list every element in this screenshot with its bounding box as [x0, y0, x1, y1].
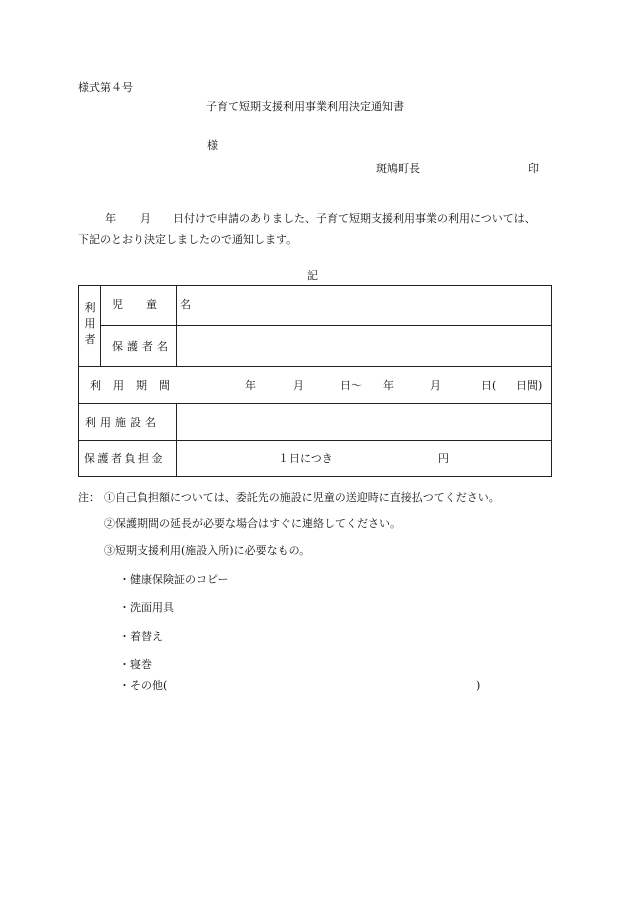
seal-mark: 印: [528, 162, 539, 175]
list-item-other-close: ): [476, 679, 481, 692]
period-month1: 月: [293, 379, 304, 392]
body-line1: 日付けで申請のありました、子育て短期支援利用事業の利用については、: [173, 212, 536, 225]
fee-per-day: １日につき: [278, 452, 333, 465]
body-line2: 下記のとおり決定しましたので通知します。: [78, 233, 298, 246]
note-1: ①自己負担額については、委託先の施設に児童の送迎時に直接払つてください。: [104, 491, 500, 504]
period-label: 利用期間: [90, 379, 182, 392]
addressee-suffix: 様: [207, 139, 218, 152]
notes-prefix: 注：: [78, 491, 100, 504]
guardian-name-label: 保護者名: [112, 340, 172, 353]
guardian-name-field[interactable]: [177, 326, 550, 366]
period-day1: 日〜: [340, 379, 362, 392]
note-3: ③短期支援利用(施設入所)に必要なもの。: [104, 544, 311, 557]
child-name-label: 児 童 名: [112, 298, 197, 311]
list-item: ・洗面用具: [119, 601, 174, 614]
list-item: ・寝巻: [119, 658, 152, 671]
note-2: ②保護期間の延長が必要な場合はすぐに連絡してください。: [104, 517, 401, 530]
facility-field[interactable]: [177, 404, 550, 440]
ki-label: 記: [307, 269, 318, 282]
period-month2: 月: [430, 379, 441, 392]
facility-label: 利用施設名: [85, 416, 160, 429]
body-year: 年: [105, 212, 116, 225]
body-month: 月: [140, 212, 151, 225]
list-item-other: ・その他(: [119, 679, 168, 692]
child-name-field[interactable]: [177, 286, 550, 325]
period-year2: 年: [383, 379, 394, 392]
issuer: 斑鳩町長: [376, 162, 420, 175]
period-year1: 年: [245, 379, 256, 392]
form-number: 様式第４号: [78, 81, 133, 94]
fee-yen: 円: [438, 452, 449, 465]
document-title: 子育て短期支援利用事業利用決定通知書: [206, 100, 404, 113]
period-day2: 日(: [481, 379, 497, 392]
fee-label: 保護者負担金: [84, 452, 165, 465]
period-days: 日間): [516, 379, 543, 392]
list-item: ・着替え: [119, 630, 163, 643]
list-item: ・健康保険証のコピー: [119, 573, 229, 586]
user-group-label: 利用者: [84, 301, 96, 346]
